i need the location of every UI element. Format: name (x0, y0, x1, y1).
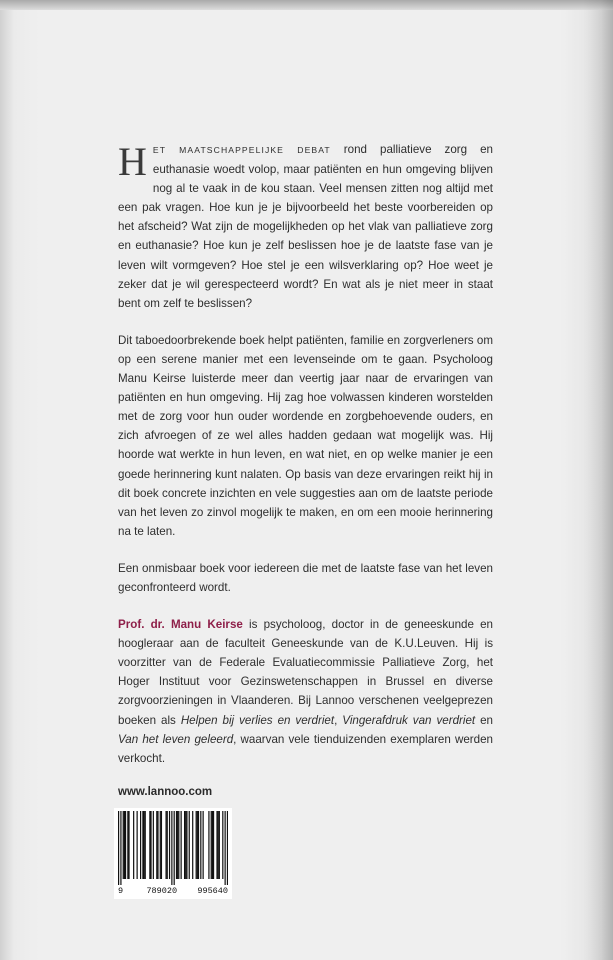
barcode-bar (219, 811, 220, 879)
barcode-bar (213, 811, 214, 879)
sep-1: , (334, 713, 343, 727)
isbn-group-1: 789020 (146, 886, 178, 896)
barcode-bar (203, 811, 204, 879)
barcode-bar (167, 811, 168, 879)
intro-smallcaps: ET MAATSCHAPPELIJKE DEBAT (152, 145, 331, 155)
author-bio-part2: , waarvan vele tienduizenden exemplaren werden verkocht. (118, 732, 493, 765)
author-bio-part1: is psycholoog, doctor in de geneeskunde en hoogleraar aan de faculteit Geneeskunde van de K.U.Leuven. Hij is voorzitter van de Federale Evaluatiecommissie Palliatieve Zorg, het Hoger Instituut voor Gezinswetenschappen in Brussel en diverse zorgvoorzieningen in Vlaanderen. Bij Lannoo verschenen veelgeprezen boeken als (118, 618, 493, 727)
barcode-bar (137, 811, 138, 879)
barcode-bar (128, 811, 129, 879)
isbn-first-digit: 9 (118, 886, 124, 896)
barcode-bar (142, 811, 143, 879)
book-title-1: Helpen bij verlies en verdriet (180, 713, 335, 727)
barcode-bar (189, 811, 190, 879)
barcode-bar (181, 811, 182, 879)
barcode-bar (133, 811, 134, 879)
barcode-bar (176, 811, 177, 879)
blurb-paragraph-3: Een onmisbaar boek voor iedereen die met de laatste fase van het leven geconfronteerd wordt. (118, 561, 493, 594)
publisher-url[interactable]: www.lannoo.com (118, 786, 213, 798)
barcode-bar (127, 811, 128, 879)
barcode-bar (200, 811, 201, 879)
barcode-bar (197, 811, 198, 879)
isbn-number (118, 886, 228, 896)
barcode-bar (169, 811, 170, 879)
blurb-intro-paragraph (118, 140, 493, 313)
barcode-bar (125, 811, 126, 879)
sep-2: en (475, 713, 493, 727)
cover-top-edge (0, 0, 613, 10)
barcode-bar (165, 811, 166, 879)
barcode-bar (196, 811, 197, 879)
dropcap: H (118, 139, 147, 184)
barcode-bar (212, 811, 213, 879)
barcode-bar (171, 811, 172, 885)
barcode-bars (118, 811, 228, 885)
barcode-bar (157, 811, 158, 879)
barcode-bar (186, 811, 187, 879)
barcode-bar (192, 811, 193, 879)
blurb-text (118, 140, 493, 786)
barcode-bar (145, 811, 146, 879)
barcode-bar (118, 811, 119, 885)
book-title-3: Van het leven geleerd (118, 732, 234, 746)
author-name: Prof. dr. Manu Keirse (118, 618, 243, 632)
barcode-bar (184, 811, 185, 879)
barcode-bar (156, 811, 157, 879)
barcode-bar (208, 811, 209, 879)
barcode-bar (149, 811, 150, 879)
intro-rest: rond palliatieve zorg en euthanasie woedt volop, maar patiënten en hun omgeving blijven nog al te vaak in de kou staan. Veel mensen zitten nog altijd met een pak vragen. Hoe kun je je bijvoorbeeld het beste voorbereiden op het afscheid? Wat zijn de mogelijkheden op het vlak van palliatieve zorg en euthanasie? Hoe kun je zelf beslissen hoe je de laatste fase van je leven wilt vormgeven? Hoe stel je een wilsverklaring op? Hoe weet je zeker dat je wil gerespecteerd wordt? En wat als je niet meer in staat bent om zelf te beslissen? (118, 143, 493, 310)
cover-right-edge (583, 0, 613, 960)
barcode-bar (160, 811, 161, 879)
blurb-paragraph-2: Dit taboedoorbrekende boek helpt patiënten, familie en zorgverleners om op een serene manier met een levenseinde om te gaan. Psycholoog Manu Keirse luisterde meer dan veertig jaar naar de ervaringen van patiënten en hun omgeving. Hij zag hoe volwassen kinderen worstelden met de zorg voor hun ouder wordende en zorgbehoevende ouders, en zich afvroegen of ze wel alles hadden gedaan wat mogelijk was. Hij hoorde wat werkte in hun leven, en wat niet, en op welke manier je een goede herinnering kunt nalaten. Op basis van deze ervaringen reikt hij in dit boek concrete inzichten en vele suggesties aan om de laatste periode van het leven zo zinvol mogelijk te maken, en om een mooie herinnering na te laten. (118, 333, 493, 538)
barcode-bar (218, 811, 219, 879)
barcode-bar (222, 811, 223, 879)
barcode-bar (174, 811, 175, 885)
isbn-barcode (114, 808, 232, 899)
author-bio (118, 615, 493, 768)
barcode-bar (227, 811, 228, 885)
barcode-bar (216, 811, 217, 879)
barcode-bar (150, 811, 151, 879)
barcode-bar (185, 811, 186, 879)
barcode-bar (198, 811, 199, 879)
barcode-bar (225, 811, 226, 885)
barcode-bar (140, 811, 141, 879)
barcode-bar (161, 811, 162, 879)
barcode-bar (211, 811, 212, 879)
barcode-bar (178, 811, 179, 879)
book-title-2: Vingerafdruk van verdriet (342, 713, 476, 727)
barcode-bar (123, 811, 124, 879)
barcode-bar (153, 811, 154, 879)
isbn-group-2: 995640 (197, 886, 228, 896)
barcode-bar (124, 811, 125, 879)
barcode-bar (143, 811, 144, 879)
barcode-bar (177, 811, 178, 879)
barcode-bar (120, 811, 121, 885)
